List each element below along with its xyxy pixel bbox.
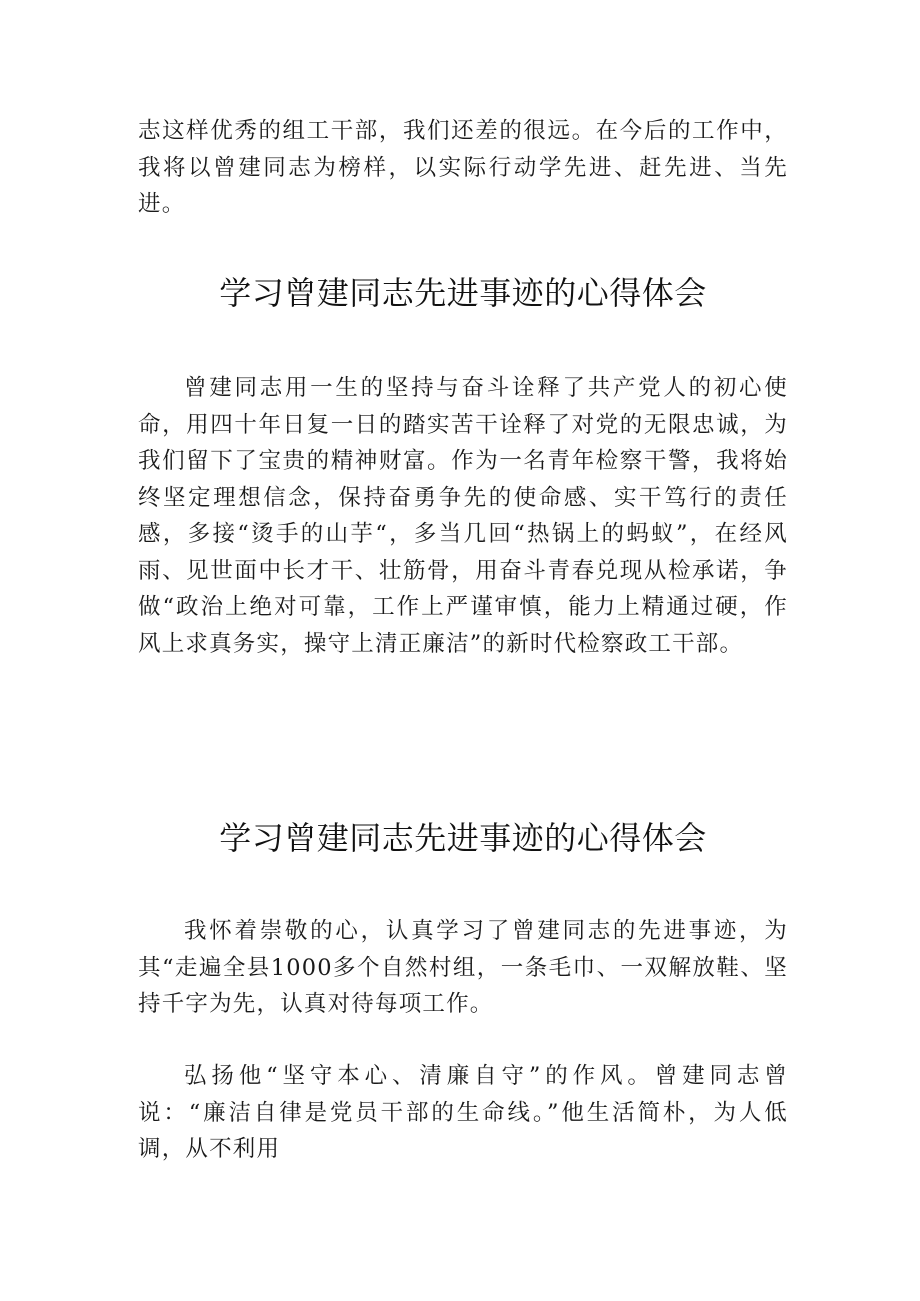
section-title-2: 学习曾建同志先进事迹的心得体会 [219, 819, 707, 857]
intro-paragraph: 志这样优秀的组工干部，我们还差的很远。在今后的工作中，我将以曾建同志为榜样，以实际行动学先进、赶先进、当先进。 [138, 118, 788, 217]
section-1-paragraph-1: 曾建同志用一生的坚持与奋斗诠释了共产党人的初心使命，用四十年日复一日的踏实苦干诠释了对党的无限忠诚，为我们留下了宝贵的精神财富。作为一名青年检察干警，我将始终坚定理想信念，保持奋勇争先的使命感、实干笃行的责任感，多接“烫手的山芋“，多当几回“热锅上的蚂蚁”，在经风雨、见世面中长才干、壮筋骨，用奋斗青春兑现从检承诺，争做“政治上绝对可靠，工作上严谨审慎，能力上精通过硬，作风上求真务实，操守上清正廉洁”的新时代检察政工干部。 [138, 375, 788, 657]
section-2-paragraph-2: 弘扬他“坚守本心、清廉自守”的作风。曾建同志曾说：“廉洁自律是党员干部的生命线。”他生活简朴，为人低调，从不利用 [138, 1063, 788, 1162]
section-title-1: 学习曾建同志先进事迹的心得体会 [219, 274, 707, 312]
section-2-paragraph-1: 我怀着崇敬的心，认真学习了曾建同志的先进事迹，为其“走遍全县1000多个自然村组，一条毛巾、一双解放鞋、坚持千字为先，认真对待每项工作。 [138, 918, 788, 1017]
